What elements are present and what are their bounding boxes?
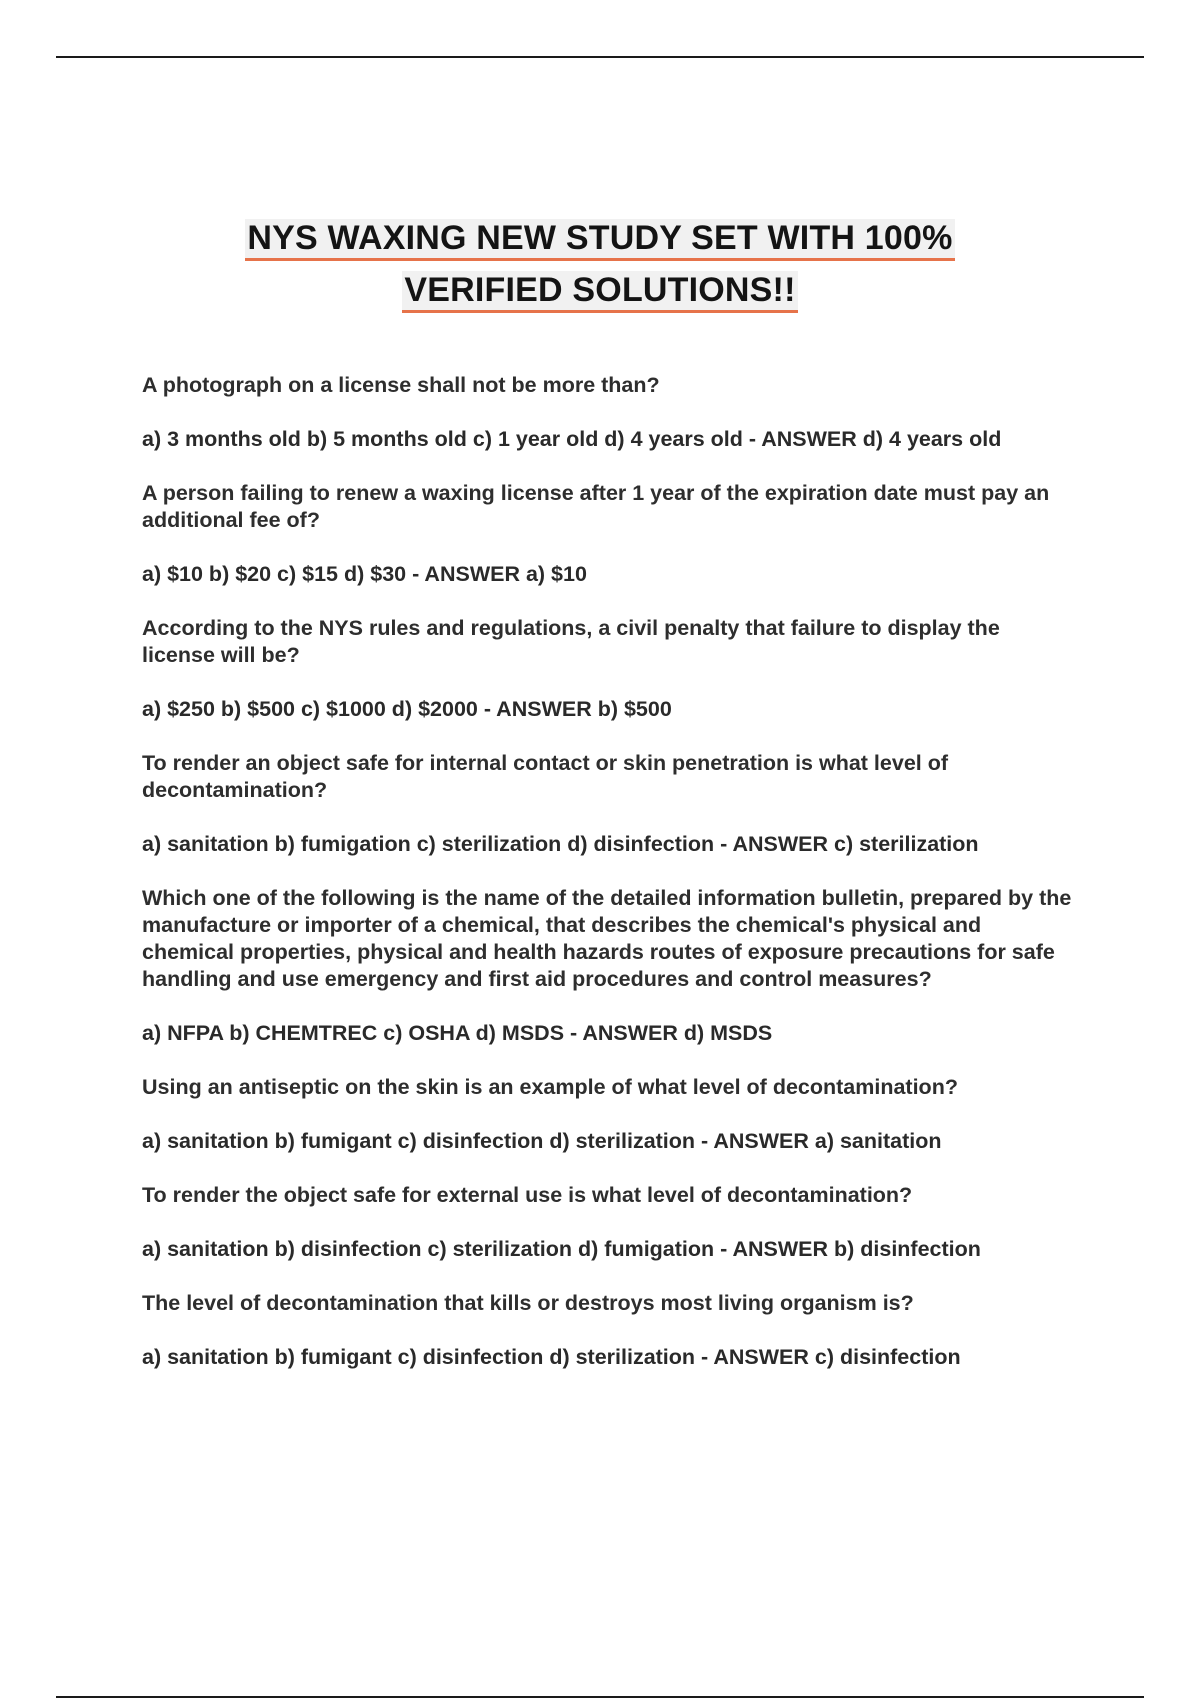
qa-list — [142, 372, 1072, 1398]
title-line-1: NYS WAXING NEW STUDY SET WITH 100% — [245, 219, 954, 261]
question-8: The level of decontamination that kills or destroys most living organism is? — [142, 1291, 914, 1315]
answer-7: a) sanitation b) disinfection c) sterilization d) fumigation - ANSWER b) disinfection — [142, 1237, 981, 1261]
title-line-2: VERIFIED SOLUTIONS!! — [402, 271, 797, 313]
answer-5: a) NFPA b) CHEMTREC c) OSHA d) MSDS - ANSWER d) MSDS — [142, 1021, 773, 1045]
question-4: To render an object safe for internal contact or skin penetration is what level of decontamination? — [142, 751, 949, 802]
question-1: A photograph on a license shall not be more than? — [142, 373, 660, 397]
document-title — [140, 212, 1060, 316]
question-2: A person failing to renew a waxing license after 1 year of the expiration date must pay an additional fee of? — [142, 481, 1050, 532]
question-3: According to the NYS rules and regulations, a civil penalty that failure to display the license will be? — [142, 616, 1000, 667]
answer-6: a) sanitation b) fumigant c) disinfection d) sterilization - ANSWER a) sanitation — [142, 1129, 942, 1153]
bottom-rule — [56, 1696, 1144, 1698]
answer-4: a) sanitation b) fumigation c) sterilization d) disinfection - ANSWER c) sterilization — [142, 832, 979, 856]
answer-8: a) sanitation b) fumigant c) disinfection d) sterilization - ANSWER c) disinfection — [142, 1345, 961, 1369]
question-5: Which one of the following is the name of the detailed information bulletin, prepared by the manufacture or importer of a chemical, that describes the chemical's physical and chemical properties, physical and health hazards routes of exposure precautions for safe handling and use emergency and first aid procedures and control measures? — [142, 886, 1072, 991]
top-rule — [56, 56, 1144, 58]
answer-3: a) $250 b) $500 c) $1000 d) $2000 - ANSWER b) $500 — [142, 697, 672, 721]
answer-1: a) 3 months old b) 5 months old c) 1 year old d) 4 years old - ANSWER d) 4 years old — [142, 427, 1002, 451]
question-6: Using an antiseptic on the skin is an example of what level of decontamination? — [142, 1075, 958, 1099]
question-7: To render the object safe for external use is what level of decontamination? — [142, 1183, 913, 1207]
answer-2: a) $10 b) $20 c) $15 d) $30 - ANSWER a) $10 — [142, 562, 587, 586]
